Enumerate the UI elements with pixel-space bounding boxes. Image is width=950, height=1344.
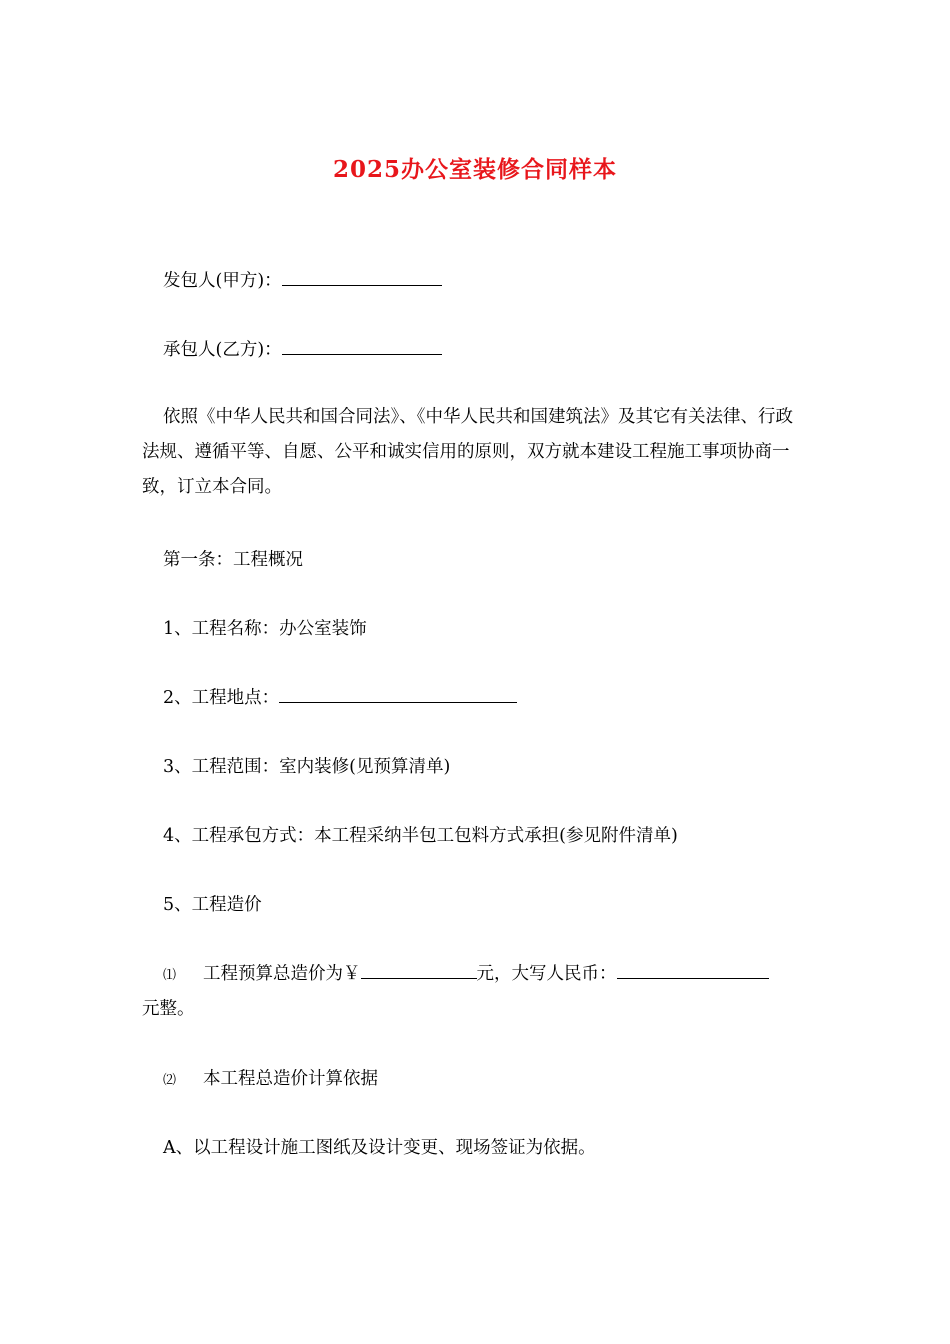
sub-1-continuation: 元整。 — [142, 999, 195, 1019]
item-a: A、以工程设计施工图纸及设计变更、现场签证为依据。 — [163, 1138, 596, 1158]
party-a-label: 发包人(甲方)： — [163, 271, 282, 291]
item-3: 3、工程范围：室内装修(见预算清单) — [163, 757, 451, 777]
party-a-line — [142, 264, 823, 299]
item-5: 5、工程造价 — [163, 895, 262, 915]
item-2-line — [142, 681, 823, 716]
amount-blank — [361, 977, 477, 979]
article1-heading: 第一条：工程概况 — [163, 550, 303, 570]
item-2-label: 2、工程地点： — [163, 688, 280, 708]
sub-2-mark: ⑵ — [163, 1073, 177, 1088]
item-2-blank — [279, 701, 517, 703]
sub-1-mark: ⑴ — [163, 968, 177, 983]
sub-1-line — [142, 957, 823, 993]
document-title: 2025办公室装修合同样本 — [332, 156, 617, 183]
amount-words-blank — [617, 977, 769, 979]
intro-paragraph: 依照《中华人民共和国合同法》、《中华人民共和国建筑法》及其它有关法律、行政法规、遵循平等、自愿、公平和诚实信用的原则，双方就本建设工程施工事项协商一致，订立本合同。 — [142, 407, 793, 497]
item-4: 4、工程承包方式：本工程采纳半包工包料方式承担(参见附件清单) — [163, 826, 678, 846]
party-a-blank — [282, 284, 442, 286]
sub-2-text: 本工程总造价计算依据 — [203, 1069, 378, 1089]
item-1: 1、工程名称：办公室装饰 — [163, 619, 367, 639]
party-b-line — [142, 333, 823, 368]
party-b-label: 承包人(乙方)： — [163, 340, 282, 360]
party-b-blank — [282, 353, 442, 355]
sub-1-text-a: 工程预算总造价为￥ — [203, 964, 361, 984]
sub-2-line — [142, 1062, 823, 1098]
sub-1-text-b: 元，大写人民币： — [476, 964, 617, 984]
